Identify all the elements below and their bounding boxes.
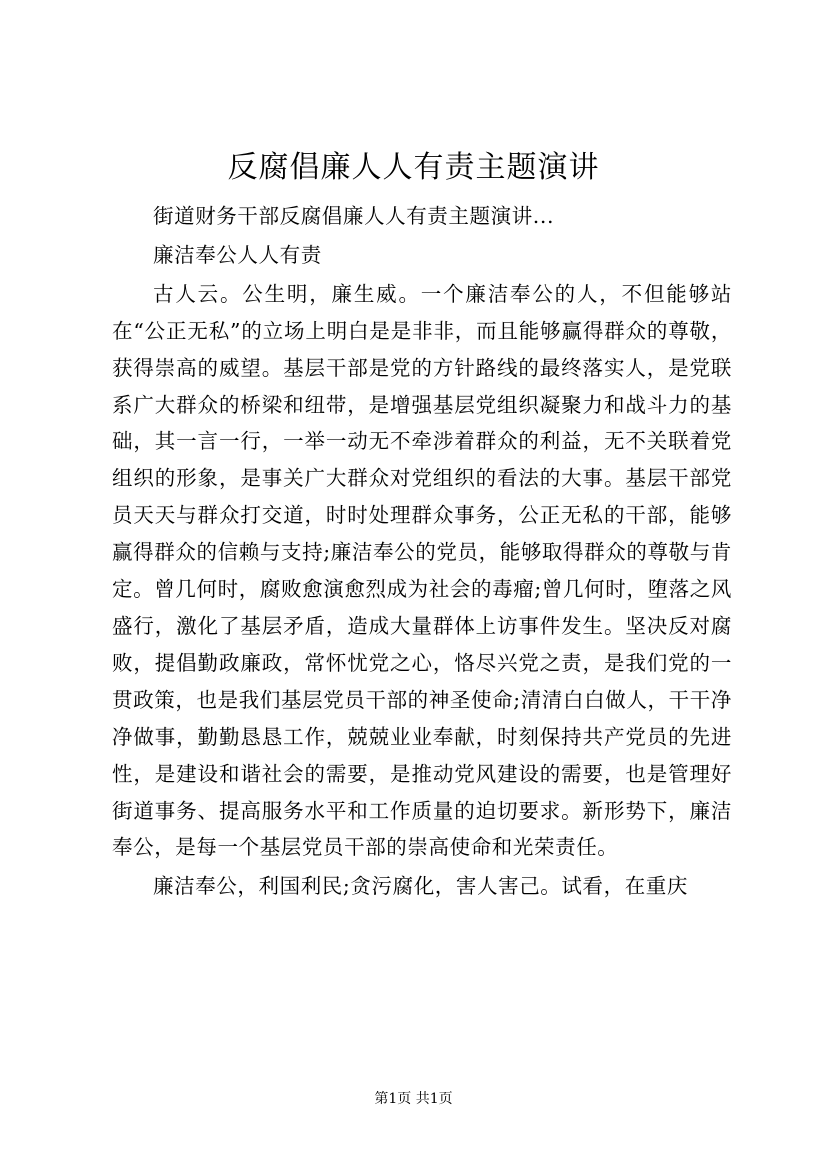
paragraph-main: 古人云。公生明，廉生威。一个廉洁奉公的人，不但能够站在“公正无私”的立场上明白是是非非，而且能够赢得群众的尊敬，获得崇高的威望。基层干部是党的方针路线的最终落实人，是党联系广大群众的桥梁和纽带，是增强基层党组织凝聚力和战斗力的基础，其一言一行，一举一动无不牵涉着群众的利益，无不关联着党组织的形象，是事关广大群众对党组织的看法的大事。基层干部党员天天与群众打交道，时时处理群众事务，公正无私的干部，能够赢得群众的信赖与支持;廉洁奉公的党员，能够取得群众的尊敬与肯定。曾几何时，腐败愈演愈烈成为社会的毒瘤;曾几何时，堕落之风盛行，激化了基层矛盾，造成大量群体上访事件发生。坚决反对腐败，提倡勤政廉政，常怀忧党之心，恪尽兴党之责，是我们党的一贯政策，也是我们基层党员干部的神圣使命;清清白白做人，干干净净做事，勤勤恳恳工作，兢兢业业奉献，时刻保持共产党员的先进性，是建设和谐社会的需要，是推动党风建设的需要，也是管理好街道事务、提高服务水平和工作质量的迫切要求。新形势下，廉洁奉公，是每一个基层党员干部的崇高使命和光荣责任。 — [112, 281, 732, 860]
page-footer: 第1页 共1页 — [374, 1091, 453, 1107]
paragraph-continued: 廉洁奉公，利国利民;贪污腐化，害人害己。试看，在重庆 — [153, 874, 689, 899]
document-body — [112, 198, 732, 905]
document-title: 反腐倡廉人人有责主题演讲 — [227, 150, 600, 185]
paragraph-heading: 廉洁奉公人人有责 — [153, 242, 322, 267]
paragraph-subtitle: 街道财务干部反腐倡廉人人有责主题演讲... — [153, 204, 555, 228]
